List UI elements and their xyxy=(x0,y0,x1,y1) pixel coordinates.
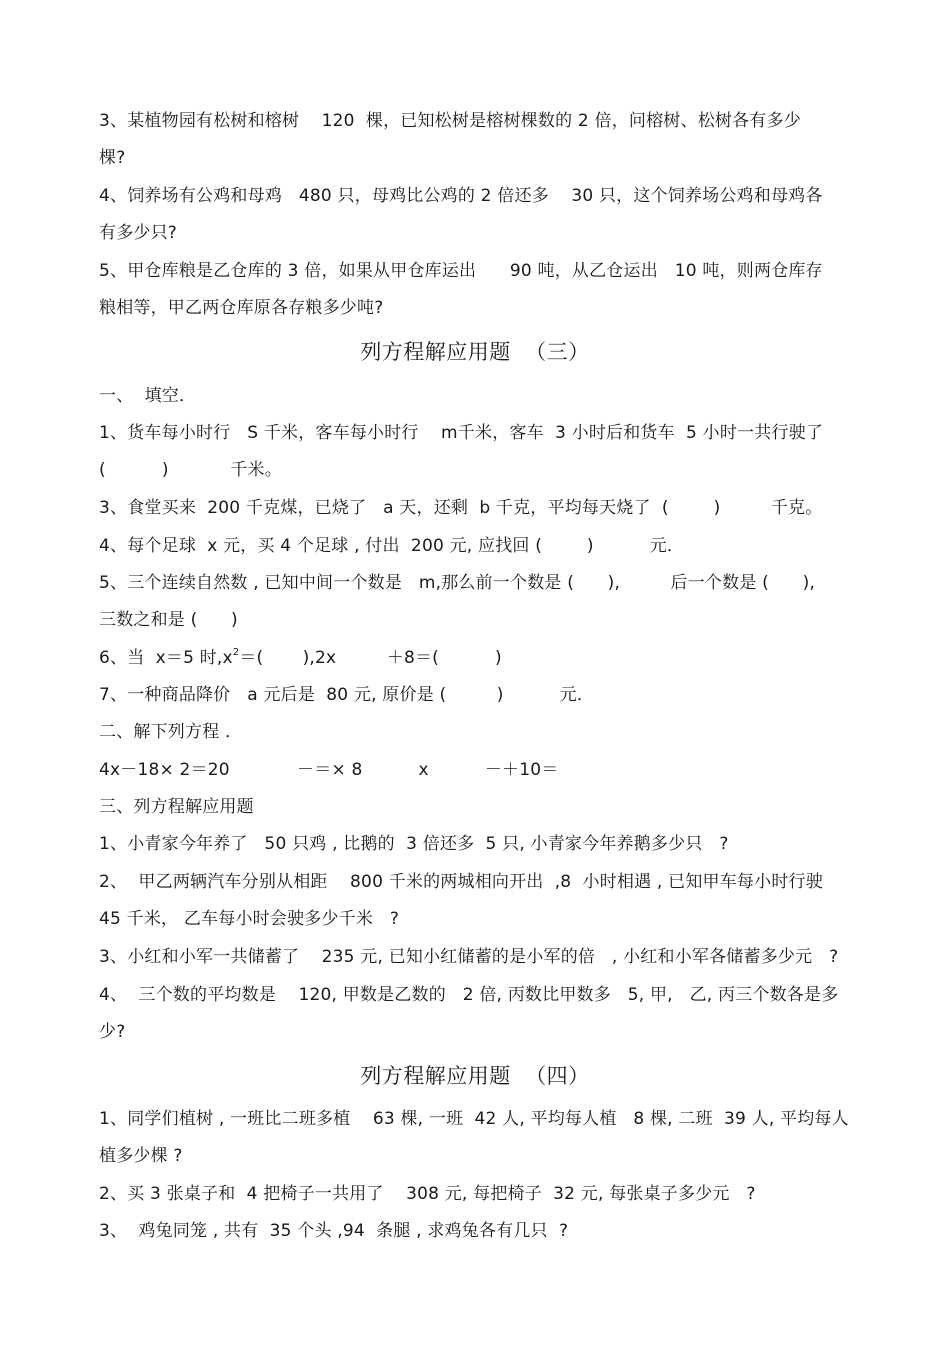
set4-problem-1-line-1: 1、同学们植树 , 一班比二班多植 63 棵, 一班 42 人, 平均每人植 8 棵, 二班 39 人, 平均每人 xyxy=(99,1109,849,1129)
set4-problem-1-line-2: 植多少棵 ? xyxy=(99,1146,183,1166)
fill-1-line-1: 1、货车每小时行 S 千米，客车每小时行 m千米，客车 3 小时后和货车 5 小时一共行驶了 xyxy=(99,423,824,443)
word-problem-3: 3、小红和小军一共储蓄了 235 元, 已知小红储蓄的是小军的倍 , 小红和小军各储蓄多少元 ? xyxy=(99,947,839,967)
section-title-four: 列方程解应用题 （四） xyxy=(360,1064,590,1088)
problem-3-line-2: 棵? xyxy=(99,148,126,168)
part-3-heading: 三、列方程解应用题 xyxy=(99,797,254,817)
fill-5-line-1: 5、三个连续自然数 , 已知中间一个数是 m,那么前一个数是 ( ), 后一个数是 ( ), xyxy=(99,573,816,593)
set4-problem-2: 2、买 3 张桌子和 4 把椅子一共用了 308 元, 每把椅子 32 元, 每张桌子多少元 ? xyxy=(99,1184,756,1204)
fill-1-line-2: ( ) 千米。 xyxy=(99,460,282,480)
equations: 4x－18× 2＝20 －＝× 8 x －＋10＝ xyxy=(99,760,559,780)
word-problem-2-line-2: 45 千米， 乙车每小时会驶多少千米 ? xyxy=(99,909,400,929)
section-title-three: 列方程解应用题 （三） xyxy=(360,340,590,364)
problem-4-line-2: 有多少只? xyxy=(99,223,178,243)
word-problem-4-line-1: 4、 三个数的平均数是 120, 甲数是乙数的 2 倍, 丙数比甲数多 5, 甲, 乙, 丙三个数各是多 xyxy=(99,985,839,1005)
fill-7: 7、一种商品降价 a 元后是 80 元, 原价是 ( ) 元． xyxy=(99,685,595,705)
word-problem-1: 1、小青家今年养了 50 只鸡 , 比鹅的 3 倍还多 5 只, 小青家今年养鹅多少只 ? xyxy=(99,834,729,854)
fill-4: 4、每个足球 x 元，买 4 个足球 , 付出 200 元, 应找回 ( ) 元． xyxy=(99,536,685,556)
fill-3: 3、食堂买来 200 千克煤，已烧了 a 天，还剩 b 千克，平均每天烧了 ( ) 千克。 xyxy=(99,498,823,518)
problem-3-line-1: 3、某植物园有松树和榕树 120 棵，已知松树是榕树棵数的 2 倍，问榕树、松树各有多少 xyxy=(99,111,801,131)
fill-6-part-a: 6、当 x＝5 时,x xyxy=(99,648,233,668)
part-1-heading: 一、 填空． xyxy=(99,386,197,406)
word-problem-2-line-1: 2、 甲乙两辆汽车分别从相距 800 千米的两城相向开出 ,8 小时相遇 , 已知甲车每小时行驶 xyxy=(99,872,823,892)
fill-6 xyxy=(99,647,502,672)
set4-problem-3: 3、 鸡兔同笼 , 共有 35 个头 ,94 条腿 , 求鸡兔各有几只 ? xyxy=(99,1221,569,1241)
fill-5-line-2: 三数之和是 ( ) xyxy=(99,610,238,630)
problem-5-line-1: 5、甲仓库粮是乙仓库的 3 倍，如果从甲仓库运出 90 吨，从乙仓运出 10 吨，则两仓库存 xyxy=(99,261,823,281)
word-problem-4-line-2: 少? xyxy=(99,1022,126,1042)
fill-6-part-b: ＝( ),2x ＋8＝( ) xyxy=(239,648,502,668)
part-2-heading: 二、解下列方程 ． xyxy=(99,722,243,742)
problem-5-line-2: 粮相等，甲乙两仓库原各存粮多少吨? xyxy=(99,298,384,318)
superscript-2: 2 xyxy=(232,647,240,658)
problem-4-line-1: 4、饲养场有公鸡和母鸡 480 只，母鸡比公鸡的 2 倍还多 30 只，这个饲养场公鸡和母鸡各 xyxy=(99,186,823,206)
